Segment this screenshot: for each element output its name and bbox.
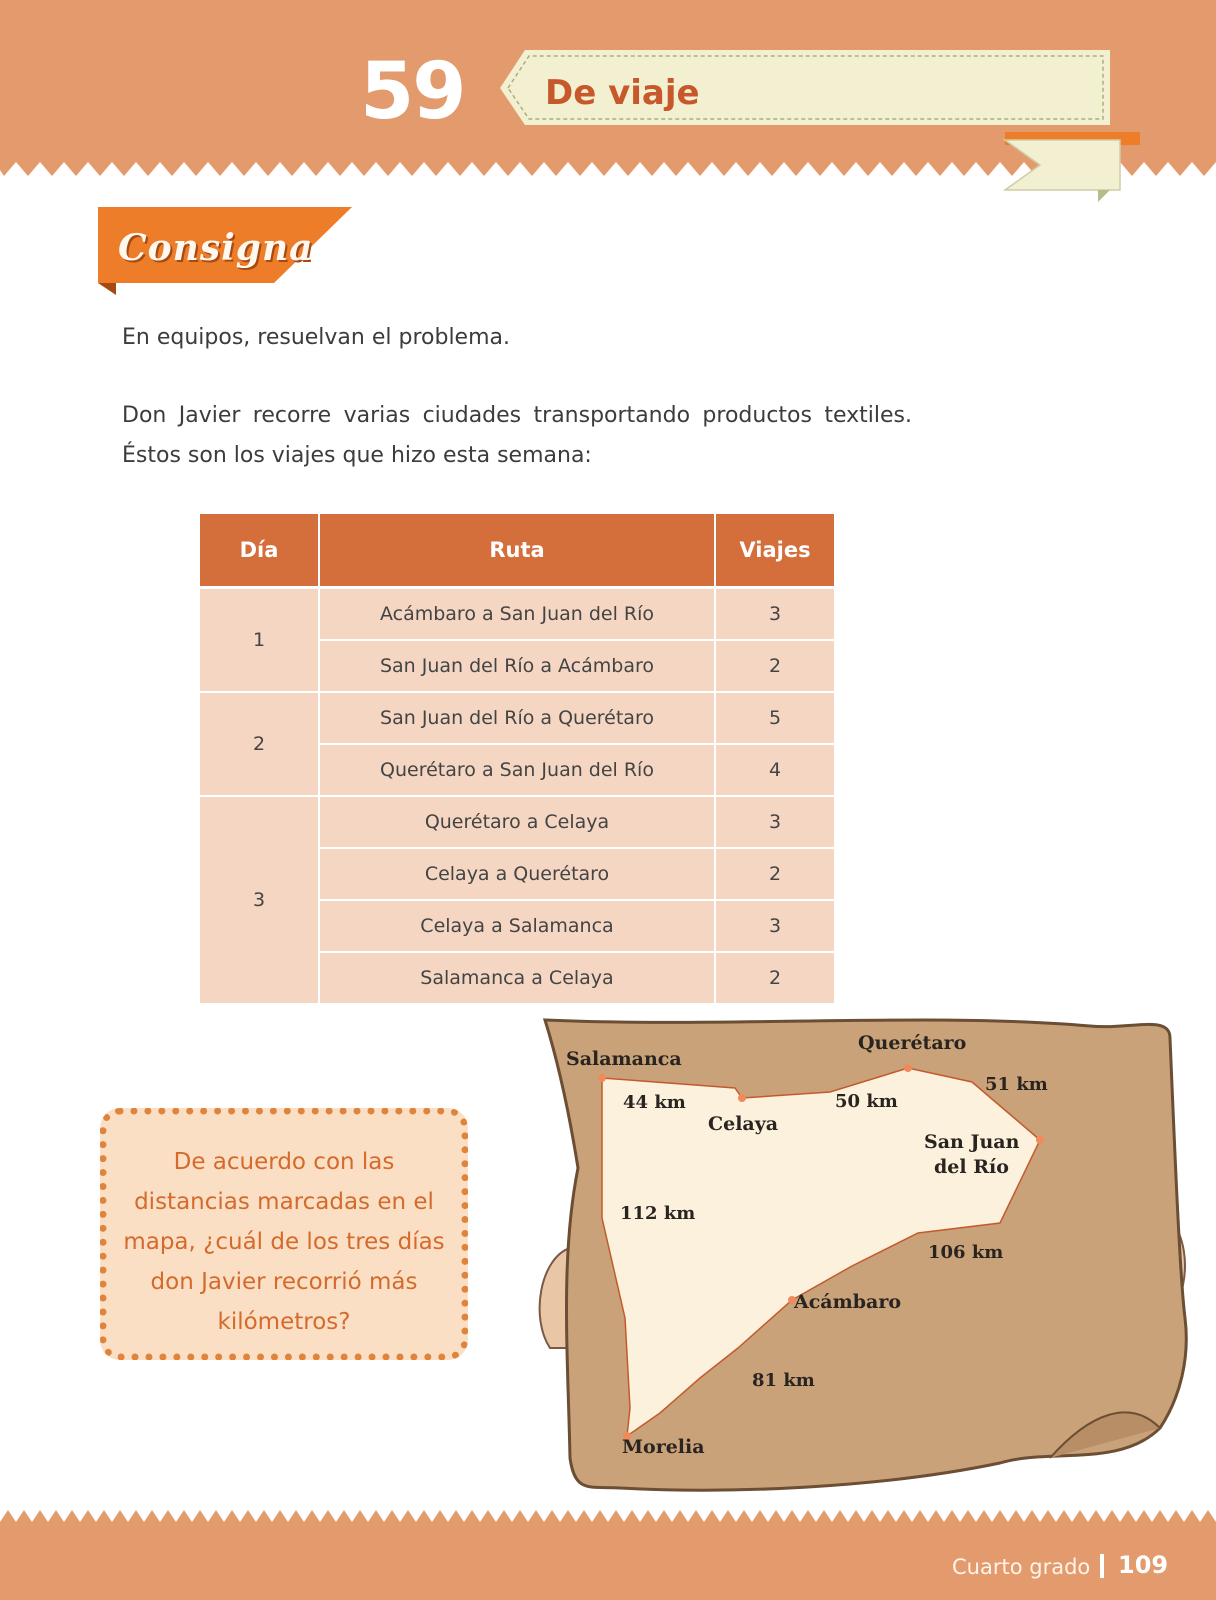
- distance-label: 112 km: [620, 1203, 696, 1224]
- page-number: 109: [1118, 1551, 1169, 1579]
- route-cell: San Juan del Río a Querétaro: [319, 692, 715, 744]
- city-dot-san-juan: [1036, 1136, 1044, 1144]
- city-label-celaya: Celaya: [708, 1113, 779, 1135]
- distance-label: 81 km: [752, 1370, 815, 1391]
- trips-cell: 4: [715, 744, 834, 796]
- distance-label: 106 km: [928, 1242, 1004, 1263]
- question-text: De acuerdo con las distancias marcadas en el mapa, ¿cuál de los tres días don Javier recorrió más kilómetros?: [123, 1149, 445, 1335]
- footer-separator: [1100, 1554, 1104, 1578]
- route-cell: Celaya a Salamanca: [319, 900, 715, 952]
- trips-cell: 5: [715, 692, 834, 744]
- footer-grade: Cuarto grado: [952, 1555, 1091, 1579]
- table-row: [200, 796, 834, 848]
- distance-label: 50 km: [835, 1091, 898, 1112]
- trips-cell: 2: [715, 640, 834, 692]
- trips-cell: 2: [715, 848, 834, 900]
- problem-text: Don Javier recorre varias ciudades transportando productos textiles. Éstos son los viajes que hizo esta semana:: [122, 403, 912, 468]
- distance-label: 51 km: [985, 1074, 1048, 1095]
- day-cell: 3: [200, 796, 319, 1004]
- route-cell: Celaya a Querétaro: [319, 848, 715, 900]
- trips-cell: 3: [715, 900, 834, 952]
- route-cell: Salamanca a Celaya: [319, 952, 715, 1004]
- city-label-del-rio: del Río: [934, 1156, 1009, 1178]
- day-cell: 1: [200, 588, 319, 693]
- instruction-text: En equipos, resuelvan el problema.: [122, 325, 510, 350]
- table-row: [200, 692, 834, 744]
- city-dot-celaya: [738, 1094, 746, 1102]
- city-label-queretaro: Querétaro: [858, 1032, 967, 1054]
- city-label-san-juan: San Juan: [924, 1131, 1020, 1153]
- table-row: [200, 588, 834, 641]
- trips-cell: 3: [715, 796, 834, 848]
- trips-cell: 3: [715, 588, 834, 641]
- route-cell: Querétaro a Celaya: [319, 796, 715, 848]
- route-map: [530, 1018, 1200, 1494]
- city-label-salamanca: Salamanca: [566, 1048, 682, 1070]
- city-dot-queretaro: [904, 1064, 912, 1072]
- trips-cell: 2: [715, 952, 834, 1004]
- city-label-acambaro: Acámbaro: [794, 1291, 902, 1313]
- header-day: Día: [200, 514, 319, 588]
- city-dot-salamanca: [598, 1074, 606, 1082]
- header-route: Ruta: [319, 514, 715, 588]
- route-cell: Acámbaro a San Juan del Río: [319, 588, 715, 641]
- header-trips: Viajes: [715, 514, 834, 588]
- table-header-row: [200, 514, 834, 588]
- day-cell: 2: [200, 692, 319, 796]
- city-label-morelia: Morelia: [622, 1436, 705, 1458]
- consigna-label: Consigna: [118, 227, 314, 269]
- route-cell: San Juan del Río a Acámbaro: [319, 640, 715, 692]
- trips-table: [200, 514, 834, 1005]
- route-cell: Querétaro a San Juan del Río: [319, 744, 715, 796]
- distance-label: 44 km: [623, 1092, 686, 1113]
- lesson-number: 59: [360, 47, 465, 137]
- lesson-title: De viaje: [545, 73, 700, 113]
